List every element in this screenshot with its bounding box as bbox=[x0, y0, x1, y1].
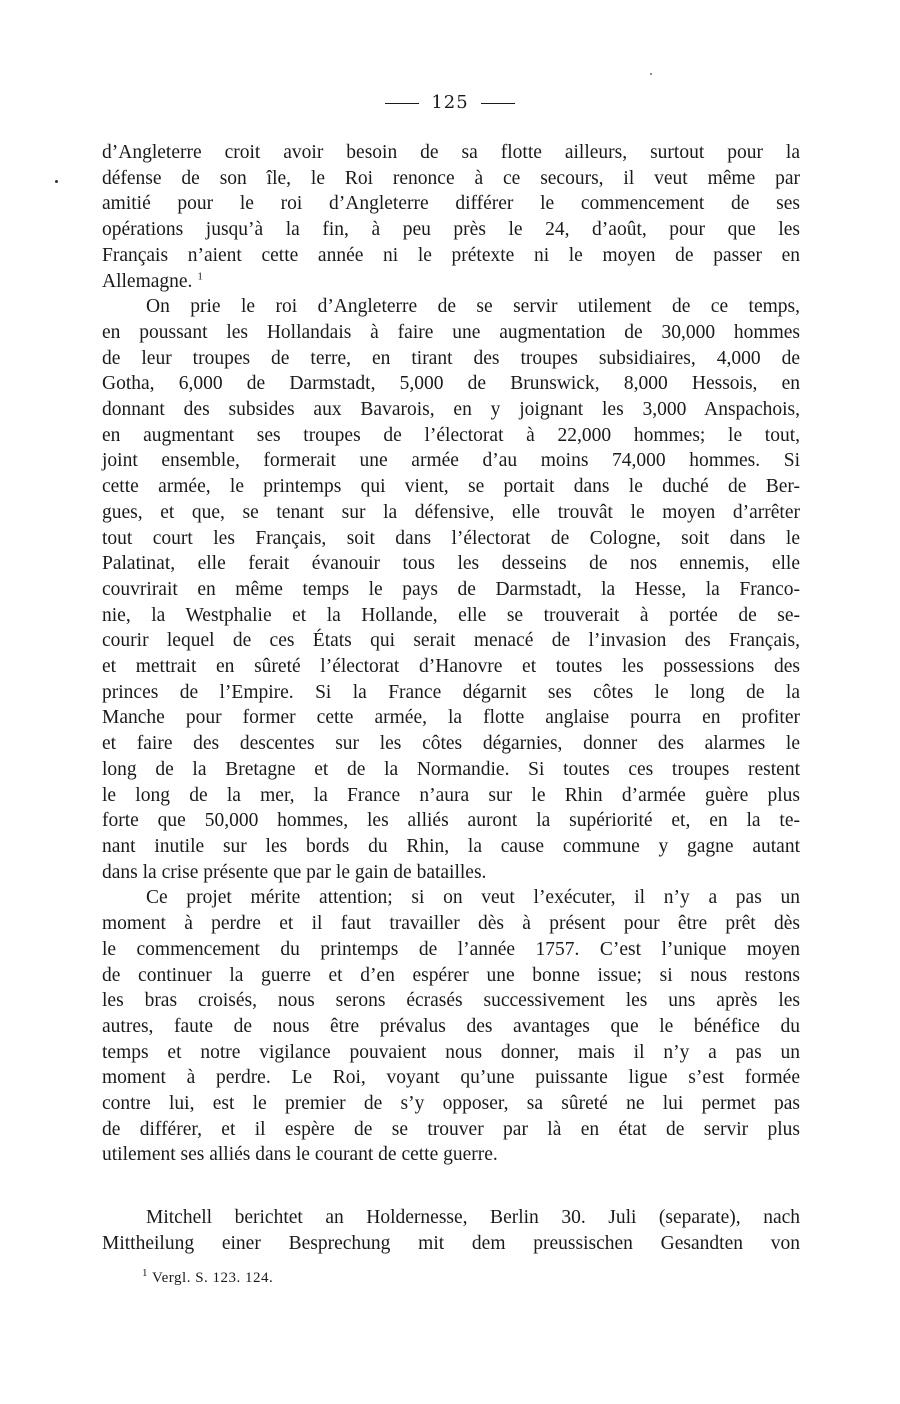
text-line: nie, la Westphalie et la Hollande, elle se trouverait à portée de se- bbox=[102, 604, 800, 626]
text-line: défense de son île, le Roi renonce à ce secours, il veut même par bbox=[102, 167, 800, 189]
text-line: le long de la mer, la France n’aura sur le Rhin d’armée guère plus bbox=[102, 784, 800, 806]
text-line: Gotha, 6,000 de Darmstadt, 5,000 de Brunswick, 8,000 Hessois, en bbox=[102, 373, 800, 395]
text-line: On prie le roi d’Angleterre de se servir utilement de ce temps, bbox=[146, 296, 800, 318]
paper-speck bbox=[650, 73, 652, 75]
line-text: Allemagne. bbox=[102, 270, 193, 292]
text-line: de leur troupes de terre, en tirant des troupes subsidiaires, 4,000 de bbox=[102, 347, 800, 369]
text-line: Mittheilung einer Besprechung mit dem preussischen Gesandten von bbox=[102, 1232, 800, 1254]
text-line: d’Angleterre croit avoir besoin de sa flotte ailleurs, surtout pour la bbox=[102, 142, 800, 163]
paragraph-gap bbox=[102, 1168, 800, 1205]
text-line: amitié pour le roi d’Angleterre différer le commencement de ses bbox=[102, 193, 800, 215]
text-line: couvrirait en même temps le pays de Darmstadt, la Hesse, la Franco- bbox=[102, 578, 800, 600]
text-line: de différer, et il espère de se trouver par là en état de servir plus bbox=[102, 1118, 800, 1140]
text-line: temps et notre vigilance pouvaient nous donner, mais il n’y a pas un bbox=[102, 1041, 800, 1063]
footnote-marker: 1 bbox=[142, 1267, 148, 1279]
text-line: cette armée, le printemps qui vient, se portait dans le duché de Ber- bbox=[102, 476, 800, 498]
text-line: Manche pour former cette armée, la flotte anglaise pourra en profiter bbox=[102, 707, 800, 729]
text-line: et mettrait en sûreté l’électorat d’Hanovre et toutes les possessions des bbox=[102, 656, 800, 678]
text-line: princes de l’Empire. Si la France dégarnit ses côtes le long de la bbox=[102, 681, 800, 703]
text-line: Ce projet mérite attention; si on veut l’exécuter, il n’y a pas un bbox=[146, 887, 800, 909]
page-header bbox=[0, 92, 900, 113]
text-line bbox=[102, 269, 800, 295]
margin-mark bbox=[55, 180, 58, 183]
footnote-ref: 1 bbox=[197, 270, 203, 283]
text-line: en poussant les Hollandais à faire une augmentation de 30,000 hommes bbox=[102, 321, 800, 343]
text-line: autres, faute de nous être prévalus des avantages que le bénéfice du bbox=[102, 1015, 800, 1037]
text-line: joint ensemble, formerait une armée d’au moins 74,000 hommes. Si bbox=[102, 450, 800, 472]
text-line: gues, et que, se tenant sur la défensive, elle trouvât le moyen d’arrêter bbox=[102, 501, 800, 523]
text-line: les bras croisés, nous serons écrasés successivement les uns après les bbox=[102, 990, 800, 1012]
paragraph bbox=[102, 294, 800, 885]
footnote-text: Vergl. S. 123. 124. bbox=[151, 1270, 274, 1286]
paragraph bbox=[102, 885, 800, 1168]
header-rule-right bbox=[481, 103, 515, 104]
paragraph bbox=[102, 140, 800, 294]
text-line: forte que 50,000 hommes, les alliés auront la supériorité et, en la te- bbox=[102, 810, 800, 832]
text-line: moment à perdre. Le Roi, voyant qu’une puissante ligue s’est formée bbox=[102, 1067, 800, 1089]
text-line: contre lui, est le premier de s’y opposer, sa sûreté ne lui permet pas bbox=[102, 1093, 800, 1115]
text-line: courir lequel de ces États qui serait menacé de l’invasion des Français, bbox=[102, 630, 800, 652]
header-rule-left bbox=[385, 103, 419, 104]
text-line: en augmentant ses troupes de l’électorat à 22,000 hommes; le tout, bbox=[102, 424, 800, 446]
text-line: le commencement du printemps de l’année 1757. C’est l’unique moyen bbox=[102, 938, 800, 960]
text-line: et faire des descentes sur les côtes dégarnies, donner des alarmes le bbox=[102, 733, 800, 755]
text-line: dans la crise présente que par le gain de batailles. bbox=[102, 861, 487, 883]
text-line: opérations jusqu’à la fin, à peu près le 24, d’août, pour que les bbox=[102, 219, 800, 241]
page-number: 125 bbox=[431, 92, 469, 113]
text-line: Français n’aient cette année ni le prétexte ni le moyen de passer en bbox=[102, 244, 800, 266]
body-text bbox=[102, 140, 800, 1257]
text-line: Mitchell berichtet an Holdernesse, Berlin 30. Juli (separate), nach bbox=[146, 1207, 800, 1229]
text-line: nant inutile sur les bords du Rhin, la cause commune y gagne autant bbox=[102, 835, 800, 857]
paragraph bbox=[102, 1205, 800, 1256]
text-line: moment à perdre et il faut travailler dès à présent pour être prêt dès bbox=[102, 913, 800, 935]
text-line: utilement ses alliés dans le courant de cette guerre. bbox=[102, 1144, 498, 1166]
text-line: Palatinat, elle ferait évanouir tous les desseins de nos ennemis, elle bbox=[102, 553, 800, 575]
text-line: tout court les Français, soit dans l’électorat de Cologne, soit dans le bbox=[102, 527, 800, 549]
text-line: long de la Bretagne et de la Normandie. Si toutes ces troupes restent bbox=[102, 758, 800, 780]
footnote bbox=[142, 1267, 274, 1287]
text-line: donnant des subsides aux Bavarois, en y joignant les 3,000 Anspachois, bbox=[102, 399, 800, 421]
text-line: de continuer la guerre et d’en espérer une bonne issue; si nous restons bbox=[102, 964, 800, 986]
